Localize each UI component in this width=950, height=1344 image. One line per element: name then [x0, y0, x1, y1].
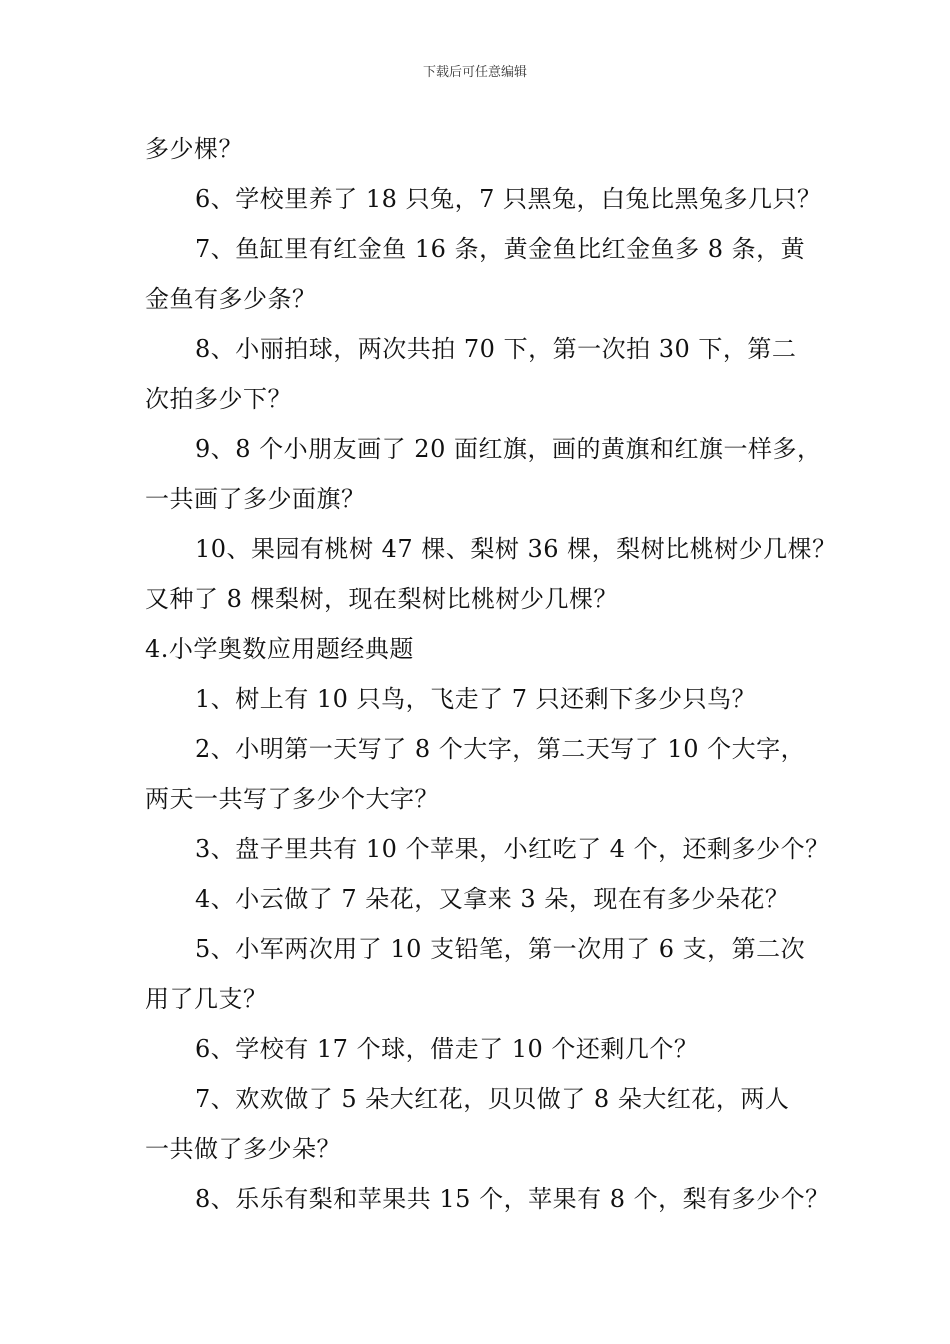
- text-line: 8、乐乐有梨和苹果共 15 个，苹果有 8 个，梨有多少个？: [195, 1185, 830, 1213]
- text-line: 3、盘子里共有 10 个苹果，小红吃了 4 个，还剩多少个？: [195, 835, 830, 863]
- text-line: 7、欢欢做了 5 朵大红花，贝贝做了 8 朵大红花，两人: [195, 1085, 790, 1113]
- text-line: 一共做了多少朵？: [145, 1135, 341, 1163]
- text-line: 10、果园有桃树 47 棵、梨树 36 棵，梨树比桃树少几棵？: [195, 535, 837, 563]
- text-line: 9、8 个小朋友画了 20 面红旗，画的黄旗和红旗一样多，: [195, 435, 822, 463]
- text-line: 用了几支？: [145, 985, 268, 1013]
- text-line: 又种了 8 棵梨树，现在梨树比桃树少几棵？: [145, 585, 619, 613]
- text-line: 4、小云做了 7 朵花，又拿来 3 朵，现在有多少朵花？: [195, 885, 790, 913]
- text-line: 多少棵？: [145, 135, 243, 163]
- document-body: [145, 124, 837, 1224]
- text-line: 次拍多少下？: [145, 385, 292, 413]
- text-line: 两天一共写了多少个大字？: [145, 785, 439, 813]
- text-line: 8、小丽拍球，两次共拍 70 下，第一次拍 30 下，第二: [195, 335, 797, 363]
- page-header: 下载后可任意编辑: [422, 65, 527, 80]
- text-line: 一共画了多少面旗？: [145, 485, 366, 513]
- text-line: 6、学校有 17 个球，借走了 10 个还剩几个？: [195, 1035, 699, 1063]
- text-line: 6、学校里养了 18 只兔，7 只黑兔，白兔比黑兔多几只？: [195, 185, 822, 213]
- text-line: 7、鱼缸里有红金鱼 16 条，黄金鱼比红金鱼多 8 条，黄: [195, 235, 806, 263]
- text-line: 2、小明第一天写了 8 个大字，第二天写了 10 个大字，: [195, 735, 806, 763]
- text-line: 金鱼有多少条？: [145, 285, 317, 313]
- section-heading: 4.小学奥数应用题经典题: [145, 635, 414, 663]
- text-line: 1、树上有 10 只鸟，飞走了 7 只还剩下多少只鸟？: [195, 685, 757, 713]
- text-line: 5、小军两次用了 10 支铅笔，第一次用了 6 支，第二次: [195, 935, 806, 963]
